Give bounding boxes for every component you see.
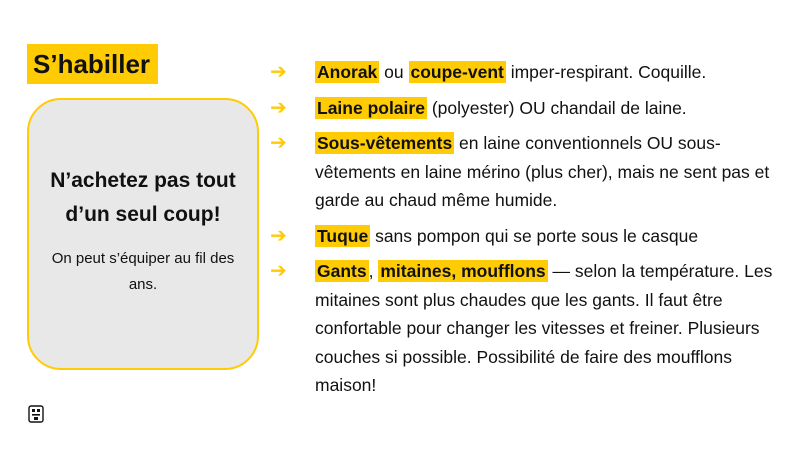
tip-card-subtext: On peut s’équiper au fil des ans. (51, 250, 235, 293)
bullet-text: sans pompon qui se porte sous le casque (370, 225, 699, 246)
arrow-right-icon: ➔ (270, 132, 287, 154)
highlighted-term: Laine polaire (317, 97, 425, 118)
highlighted-term: Anorak (317, 62, 378, 82)
bullet-text: — selon la température. Les mitaines sont plus chaudes que les gants. Il faut être confortable pour changer les vitesses et freiner. Plusieurs couches si possible. Possibilité de faire des moufflons maison! (315, 261, 773, 395)
highlighted-term: Sous-vêtements (317, 133, 453, 153)
list-item (270, 94, 790, 123)
bullet-text: , (368, 261, 379, 281)
highlighted-term: Gants (317, 261, 367, 281)
list-item (270, 257, 790, 400)
arrow-right-icon: ➔ (270, 96, 287, 119)
arrow-right-icon: ➔ (270, 61, 287, 83)
tip-card (27, 98, 259, 370)
highlighted-term: Tuque (317, 225, 369, 246)
logo-icon (28, 405, 44, 423)
list-item (270, 58, 790, 87)
bullet-text: (polyester) OU chandail de laine. (426, 97, 687, 118)
tip-card-heading: N’achetez pas tout d’un seul coup! (50, 169, 236, 226)
bullet-text: en laine conventionnels OU sous-vêtements en laine mérino (plus cher), mais ne sent pas et garde au chaud même humide. (315, 133, 770, 210)
bullet-text: ou (379, 62, 409, 82)
slide-title: S’habiller (27, 44, 158, 84)
highlighted-term: mitaines, moufflons (380, 261, 546, 281)
arrow-right-icon: ➔ (270, 260, 287, 282)
arrow-right-icon: ➔ (270, 224, 287, 247)
list-item (270, 129, 790, 215)
clothing-list (270, 58, 790, 407)
bullet-text: imper-respirant. Coquille. (505, 62, 707, 82)
list-item (270, 222, 790, 251)
highlighted-term: coupe-vent (410, 62, 504, 82)
